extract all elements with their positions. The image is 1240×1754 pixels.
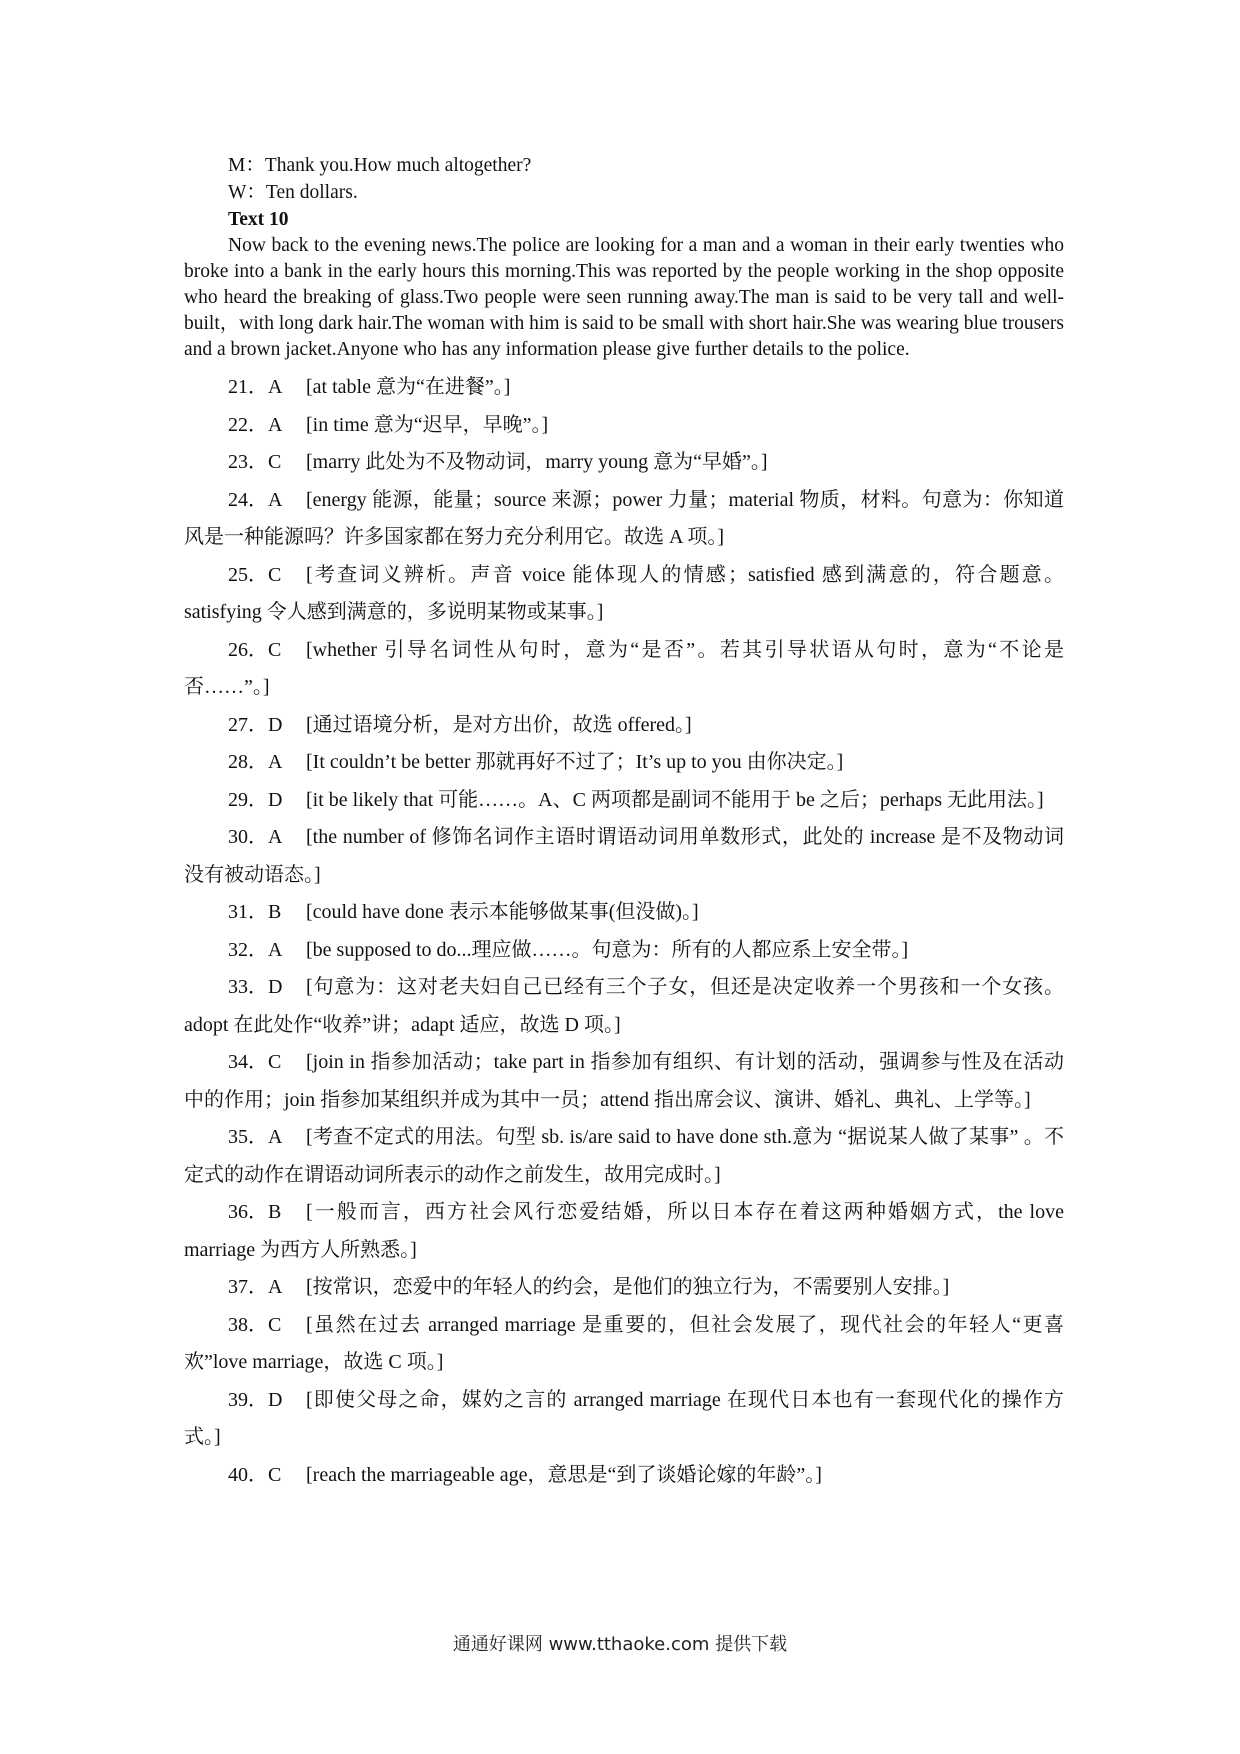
text10-heading: Text 10 <box>228 209 289 230</box>
answer-number: 28．A <box>228 751 283 773</box>
answer-number: 27．D <box>228 713 283 736</box>
answer-item <box>184 819 1064 894</box>
dialogue-text: Ten dollars. <box>265 182 358 203</box>
answer-number: 37．A <box>228 1276 283 1298</box>
answer-number: 26．C <box>228 638 282 661</box>
answer-number: 30．A <box>228 826 283 848</box>
answer-number: 39．D <box>228 1388 283 1411</box>
answer-item <box>184 744 1064 782</box>
answer-item <box>184 932 1064 970</box>
speaker-label: W <box>228 182 247 203</box>
answer-explanation: [按常识，恋爱中的年轻人的约会，是他们的独立行为，不需要别人安排。] <box>306 1276 950 1298</box>
dialogue-line-man <box>184 152 1064 179</box>
answer-number: 22．A <box>228 413 283 436</box>
answer-number: 34．C <box>228 1051 282 1073</box>
answer-explanation: [it be likely that 可能……。A、C 两项都是副词不能用于 be 之后；perhaps 无此用法。] <box>306 788 1044 811</box>
answer-explanation: [energy 能源，能量；source 来源；power 力量；material 物质，材料。句意为：你知道风是一种能源吗？许多国家都在努力充分利用它。故选 A 项。] <box>184 488 1064 548</box>
answer-explanation: [join in 指参加活动；take part in 指参加有组织、有计划的活动，强调参与性及在活动中的作用；join 指参加某组织并成为其中一员；attend 指出席会议、演讲、婚礼、典礼、上学等。] <box>184 1051 1064 1111</box>
answer-number: 40．C <box>228 1463 282 1486</box>
answer-number: 25．C <box>228 563 282 586</box>
speaker-separator: ： <box>245 155 265 176</box>
answer-item <box>184 782 1064 820</box>
answer-number: 35．A <box>228 1126 283 1148</box>
answer-item <box>184 1194 1064 1269</box>
answer-item <box>184 1044 1064 1119</box>
answer-item <box>184 407 1064 445</box>
answer-item <box>184 969 1064 1044</box>
answer-explanation: [通过语境分析，是对方出价，故选 offered。] <box>306 713 692 736</box>
answer-item <box>184 1382 1064 1457</box>
answer-explanation: [in time 意为“迟早，早晚”。] <box>306 413 549 436</box>
answer-item <box>184 1307 1064 1382</box>
answer-item <box>184 369 1064 407</box>
answer-item <box>184 894 1064 932</box>
answer-item <box>184 632 1064 707</box>
answer-explanation: [reach the marriageable age，意思是“到了谈婚论嫁的年龄”。] <box>306 1463 822 1486</box>
answer-explanation: [考查不定式的用法。句型 sb. is/are said to have done sth.意为 “据说某人做了某事” 。不定式的动作在谓语动词所表示的动作之前发生，故用完成时。] <box>184 1126 1064 1186</box>
answer-explanation: [marry 此处为不及物动词，marry young 意为“早婚”。] <box>306 451 768 473</box>
answer-explanation: [即使父母之命，媒妁之言的 arranged marriage 在现代日本也有一套现代化的操作方式。] <box>184 1388 1064 1448</box>
answer-item <box>184 1457 1064 1495</box>
answer-explanation: [be supposed to do...理应做……。句意为：所有的人都应系上安全带。] <box>306 938 909 961</box>
answer-explanation: [考查词义辨析。声音 voice 能体现人的情感；satisfied 感到满意的，符合题意。satisfying 令人感到满意的，多说明某物或某事。] <box>184 563 1064 623</box>
page-footer: 通通好课网 www.tthaoke.com 提供下载 <box>452 1634 788 1655</box>
answer-number: 38．C <box>228 1313 282 1336</box>
answer-explanation: [一般而言，西方社会风行恋爱结婚，所以日本存在着这两种婚姻方式，the love marriage 为西方人所熟悉。] <box>184 1201 1064 1261</box>
text10-passage: Now back to the evening news.The police are looking for a man and a woman in their early twenties who broke into a bank in the early hours this morning.This was reported by the people working in the shop opposite who heard the breaking of glass.Two people were seen running away.The man is said to be very tall and well-built，with long dark hair.The woman with him is said to be small with short hair.She was wearing blue trousers and a brown jacket.Anyone who has any information please give further details to the police. <box>184 235 1064 360</box>
speaker-separator: ： <box>246 182 266 203</box>
answer-item <box>184 557 1064 632</box>
answer-explanation: [whether 引导名词性从句时，意为“是否”。若其引导状语从句时，意为“不论是否……”。] <box>184 638 1064 698</box>
answer-number: 33．D <box>228 976 283 998</box>
answer-explanation: [at table 意为“在进餐”。] <box>306 376 511 398</box>
answer-explanation: [could have done 表示本能够做某事(但没做)。] <box>306 901 699 923</box>
speaker-label: M <box>228 155 246 176</box>
answer-explanation: [the number of 修饰名词作主语时谓语动词用单数形式，此处的 increase 是不及物动词没有被动语态。] <box>184 826 1064 886</box>
answer-key-list <box>184 369 1064 1494</box>
answer-item <box>184 1269 1064 1307</box>
answer-item <box>184 444 1064 482</box>
document-page <box>184 152 1064 1494</box>
answer-number: 23．C <box>228 451 282 473</box>
answer-number: 21．A <box>228 376 283 398</box>
answer-explanation: [It couldn’t be better 那就再好不过了；It’s up to you 由你决定。] <box>306 751 844 773</box>
answer-number: 36．B <box>228 1201 282 1223</box>
answer-item <box>184 1119 1064 1194</box>
answer-explanation: [虽然在过去 arranged marriage 是重要的，但社会发展了，现代社会的年轻人“更喜欢”love marriage，故选 C 项。] <box>184 1313 1064 1373</box>
answer-explanation: [句意为：这对老夫妇自己已经有三个子女，但还是决定收养一个男孩和一个女孩。adopt 在此处作“收养”讲；adapt 适应，故选 D 项。] <box>184 976 1064 1036</box>
answer-number: 32．A <box>228 938 283 961</box>
dialogue-text: Thank you.How much altogether? <box>264 155 532 176</box>
answer-number: 31．B <box>228 901 282 923</box>
answer-item <box>184 482 1064 557</box>
answer-item <box>184 707 1064 745</box>
answer-number: 29．D <box>228 788 283 811</box>
answer-number: 24．A <box>228 488 283 511</box>
dialogue-line-woman <box>184 179 1064 206</box>
